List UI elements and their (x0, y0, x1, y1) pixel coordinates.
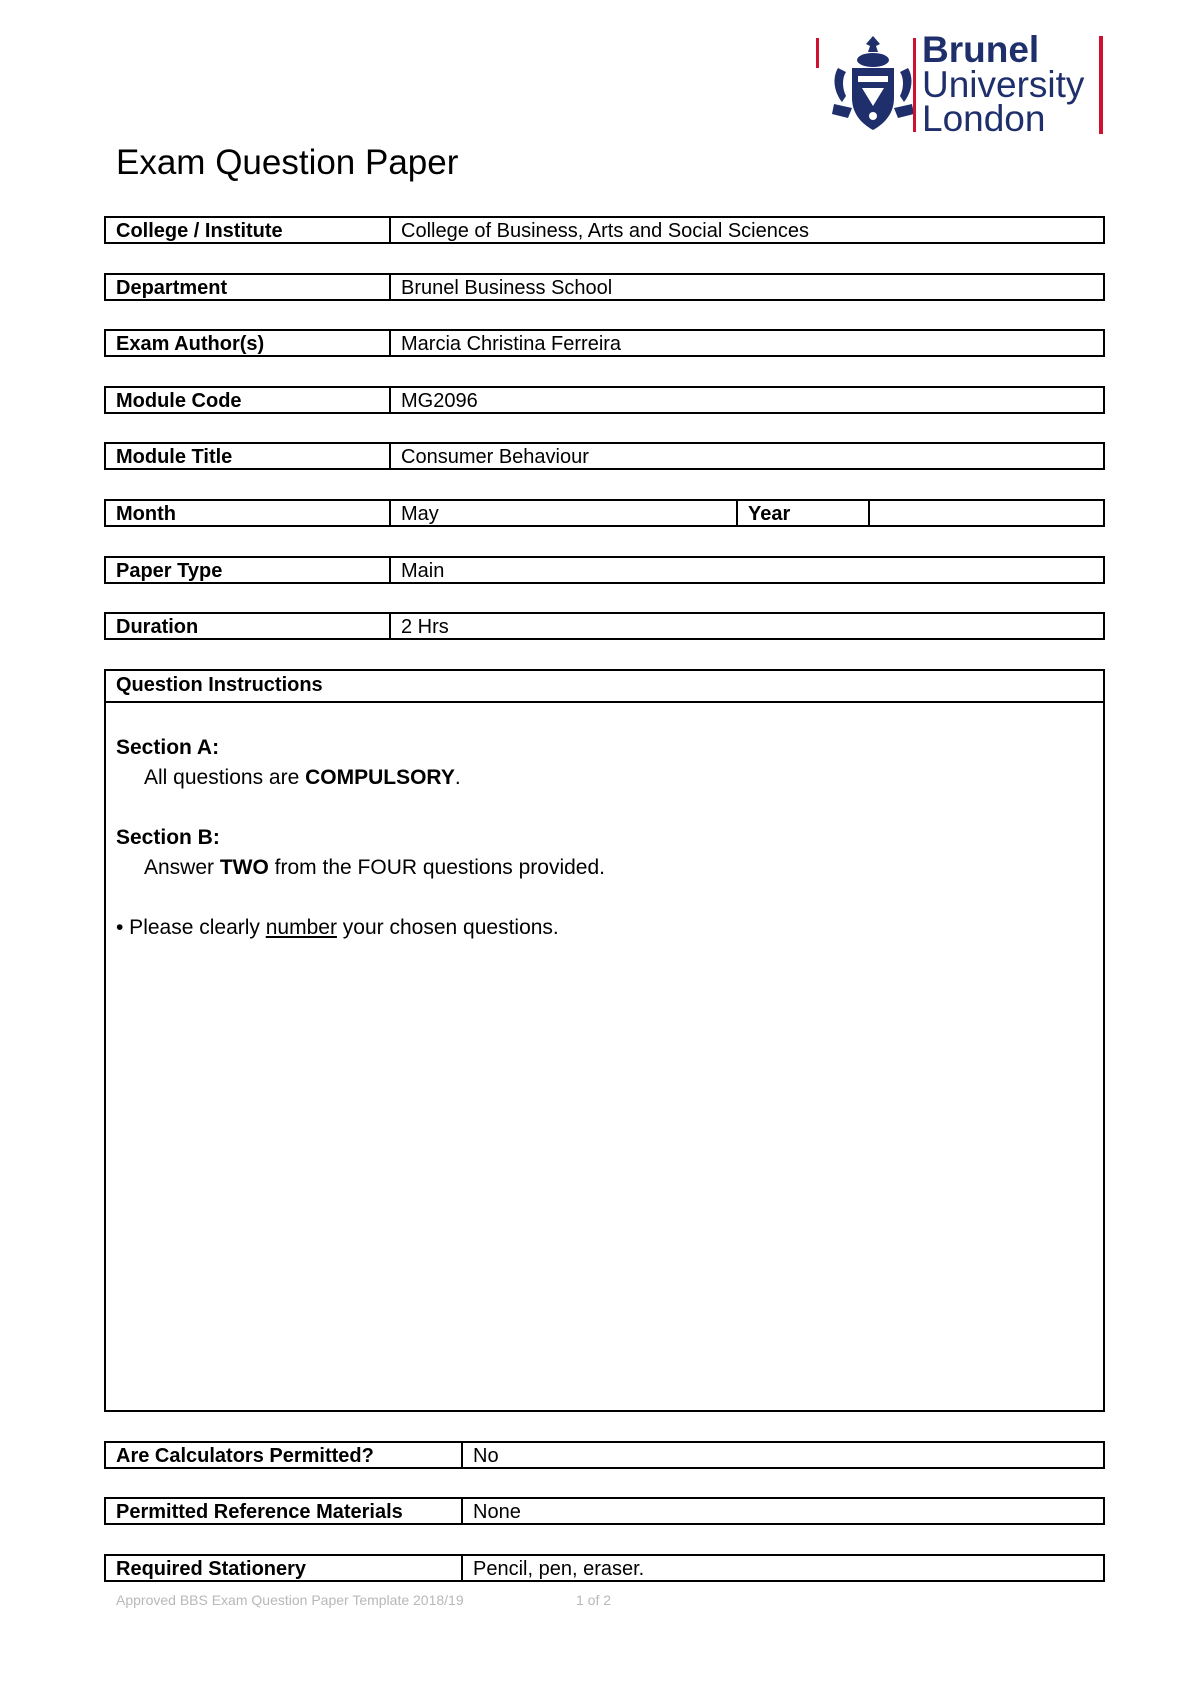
footer-page-number: 1 of 2 (576, 1592, 612, 1608)
crest-icon (828, 32, 918, 136)
section-b-text (116, 853, 1093, 883)
field-row-month-year (104, 499, 1105, 527)
section-a-prefix: All questions are (144, 766, 306, 789)
section-b-title: Section B: (116, 826, 220, 849)
field-label: Required Stationery (106, 1556, 463, 1580)
section-b-suffix: from the FOUR questions provided. (268, 856, 605, 879)
numbering-note (116, 913, 1093, 943)
logo-divider (913, 38, 916, 132)
field-value: Brunel Business School (401, 277, 613, 299)
field-value: No (473, 1445, 499, 1467)
footer-template-name: Approved BBS Exam Question Paper Template 2018/19 (116, 1592, 464, 1608)
section-b-emphasis: TWO (219, 856, 269, 879)
year-value (870, 501, 890, 525)
section-b-prefix: Answer (144, 856, 220, 879)
page-title: Exam Question Paper (116, 143, 459, 182)
field-label: College / Institute (106, 218, 391, 242)
field-row-module-title (104, 442, 1105, 470)
logo-accent-bar (816, 38, 819, 68)
field-row-stationery (104, 1554, 1105, 1582)
month-value: May (391, 501, 738, 525)
instructions-heading: Question Instructions (106, 671, 1103, 703)
field-value: None (473, 1501, 521, 1523)
instructions-body (106, 703, 1103, 943)
field-value: Pencil, pen, eraser. (473, 1558, 645, 1580)
field-row-college (104, 216, 1105, 244)
note-suffix: your chosen questions. (336, 916, 559, 939)
section-a-emphasis: COMPULSORY (305, 766, 455, 789)
section-a-title: Section A: (116, 736, 220, 759)
field-label: Permitted Reference Materials (106, 1499, 463, 1523)
field-row-reference-materials (104, 1497, 1105, 1525)
field-row-module-code (104, 386, 1105, 414)
field-value: Main (401, 560, 445, 582)
section-a-text (116, 763, 1093, 793)
field-label: Exam Author(s) (106, 331, 391, 355)
brunel-logo (816, 30, 1106, 140)
field-row-author (104, 329, 1105, 357)
field-row-calculators (104, 1441, 1105, 1469)
field-label: Are Calculators Permitted? (106, 1443, 463, 1467)
note-underlined: number (265, 916, 337, 939)
logo-word-brunel: Brunel (922, 29, 1040, 70)
field-label: Duration (106, 614, 391, 638)
field-value: Marcia Christina Ferreira (401, 333, 622, 355)
logo-word-london: London (922, 98, 1046, 139)
field-label: Month (106, 501, 391, 525)
section-a-suffix: . (454, 766, 461, 789)
note-prefix: • Please clearly (116, 916, 266, 939)
field-row-department (104, 273, 1105, 301)
field-value: 2 Hrs (401, 616, 449, 638)
field-label: Paper Type (106, 558, 391, 582)
question-instructions-box (104, 669, 1105, 1412)
year-label: Year (738, 501, 870, 525)
field-value: MG2096 (401, 390, 478, 412)
logo-word-university: University (922, 64, 1085, 105)
field-value: College of Business, Arts and Social Sciences (401, 220, 809, 242)
field-row-duration (104, 612, 1105, 640)
logo-accent-bar-right (1099, 36, 1103, 134)
field-row-paper-type (104, 556, 1105, 584)
field-label: Module Title (106, 444, 391, 468)
field-value: Consumer Behaviour (401, 446, 589, 468)
field-label: Department (106, 275, 391, 299)
field-label: Module Code (106, 388, 391, 412)
